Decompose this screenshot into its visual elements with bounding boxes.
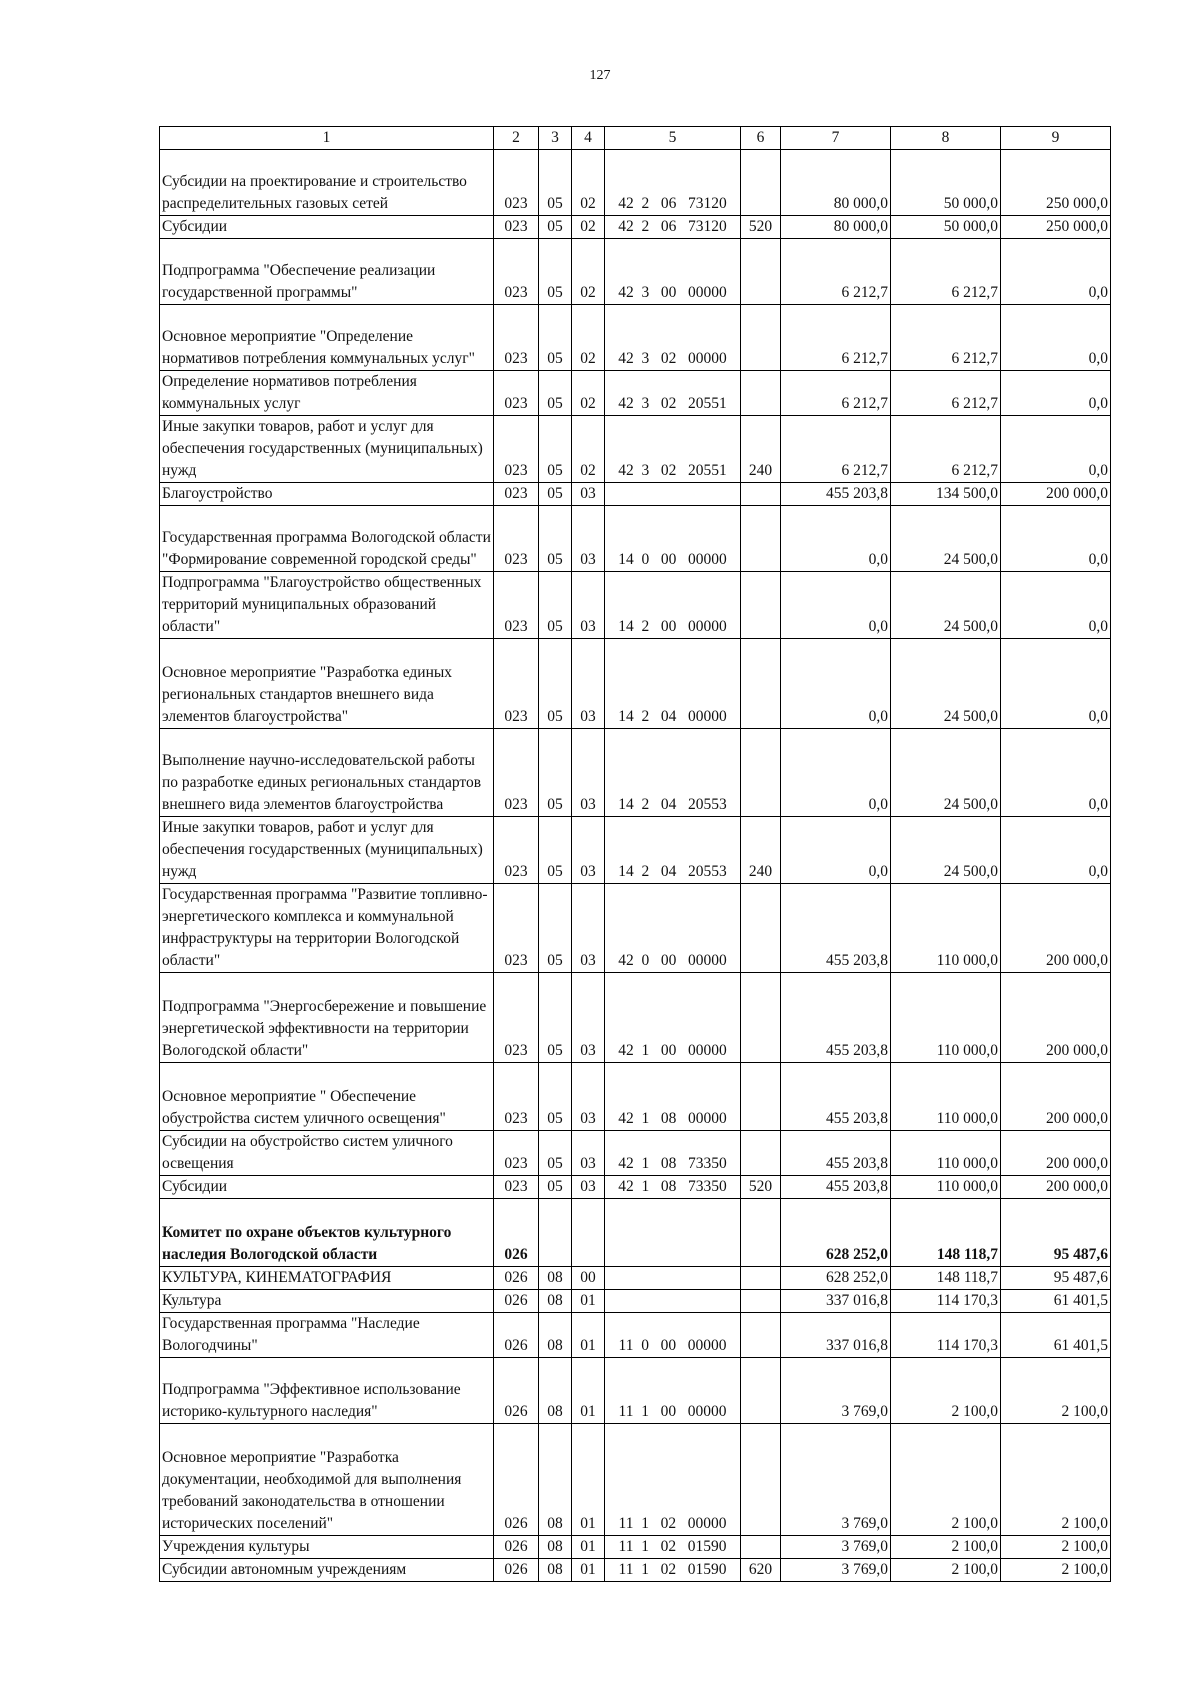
row-section-code: 05 [539, 817, 572, 884]
table-row [160, 639, 1111, 729]
table-row [160, 1267, 1111, 1290]
row-name: КУЛЬТУРА, КИНЕМАТОГРАФИЯ [160, 1267, 494, 1290]
row-section-code: 05 [539, 884, 572, 973]
row-ministry-code: 026 [494, 1559, 539, 1582]
row-subsection-code: 02 [572, 216, 605, 239]
row-expense-type [741, 1358, 781, 1424]
row-expense-type: 520 [741, 1176, 781, 1199]
row-subsection-code: 03 [572, 506, 605, 572]
row-amount-col7: 3 769,0 [781, 1358, 891, 1424]
row-amount-col9: 2 100,0 [1001, 1559, 1111, 1582]
row-target-article: 11 1 02 01590 [605, 1536, 741, 1559]
table-row [160, 1063, 1111, 1131]
row-name: Государственная программа Вологодской области "Формирование современной городской среды" [160, 506, 494, 572]
row-name: Благоустройство [160, 483, 494, 506]
row-expense-type [741, 150, 781, 216]
row-amount-col7: 337 016,8 [781, 1290, 891, 1313]
row-amount-col8: 114 170,3 [891, 1313, 1001, 1358]
row-amount-col9: 0,0 [1001, 371, 1111, 416]
row-name: Государственная программа "Наследие Вологодчины" [160, 1313, 494, 1358]
row-name: Основное мероприятие " Обеспечение обустройства систем уличного освещения" [160, 1063, 494, 1131]
table-row [160, 884, 1111, 973]
row-expense-type [741, 1290, 781, 1313]
row-amount-col9: 95 487,6 [1001, 1199, 1111, 1267]
table-row [160, 1199, 1111, 1267]
row-amount-col7: 6 212,7 [781, 416, 891, 483]
row-ministry-code: 023 [494, 416, 539, 483]
row-amount-col9: 0,0 [1001, 817, 1111, 884]
row-amount-col9: 200 000,0 [1001, 1131, 1111, 1176]
row-expense-type: 620 [741, 1559, 781, 1582]
row-amount-col9: 2 100,0 [1001, 1424, 1111, 1536]
row-name: Подпрограмма "Эффективное использование историко-культурного наследия" [160, 1358, 494, 1424]
row-amount-col9: 200 000,0 [1001, 973, 1111, 1063]
row-subsection-code: 03 [572, 1131, 605, 1176]
table-row [160, 817, 1111, 884]
row-ministry-code: 023 [494, 506, 539, 572]
table-row [160, 1176, 1111, 1199]
row-amount-col7: 455 203,8 [781, 1063, 891, 1131]
row-amount-col8: 110 000,0 [891, 973, 1001, 1063]
row-amount-col9: 0,0 [1001, 416, 1111, 483]
row-subsection-code: 02 [572, 305, 605, 371]
row-amount-col8: 2 100,0 [891, 1358, 1001, 1424]
row-ministry-code: 023 [494, 371, 539, 416]
row-subsection-code: 03 [572, 884, 605, 973]
row-ministry-code: 023 [494, 483, 539, 506]
row-ministry-code: 026 [494, 1199, 539, 1267]
row-amount-col7: 3 769,0 [781, 1424, 891, 1536]
row-amount-col7: 455 203,8 [781, 1176, 891, 1199]
row-target-article: 42 2 06 73120 [605, 150, 741, 216]
row-ministry-code: 023 [494, 817, 539, 884]
row-amount-col7: 455 203,8 [781, 483, 891, 506]
row-amount-col7: 628 252,0 [781, 1199, 891, 1267]
row-subsection-code: 01 [572, 1313, 605, 1358]
row-amount-col9: 2 100,0 [1001, 1536, 1111, 1559]
row-amount-col7: 455 203,8 [781, 884, 891, 973]
row-expense-type [741, 639, 781, 729]
row-ministry-code: 026 [494, 1424, 539, 1536]
row-ministry-code: 023 [494, 1131, 539, 1176]
row-ministry-code: 023 [494, 216, 539, 239]
row-amount-col9: 200 000,0 [1001, 884, 1111, 973]
row-section-code: 05 [539, 150, 572, 216]
row-expense-type [741, 729, 781, 817]
row-section-code: 08 [539, 1424, 572, 1536]
row-amount-col8: 2 100,0 [891, 1559, 1001, 1582]
header-cell-1: 1 [160, 127, 494, 150]
header-cell-3: 3 [539, 127, 572, 150]
header-cell-7: 7 [781, 127, 891, 150]
row-expense-type [741, 1536, 781, 1559]
row-target-article: 42 1 08 00000 [605, 1063, 741, 1131]
row-target-article [605, 483, 741, 506]
row-target-article: 42 3 00 00000 [605, 239, 741, 305]
row-amount-col9: 0,0 [1001, 239, 1111, 305]
row-amount-col7: 0,0 [781, 817, 891, 884]
row-name: Комитет по охране объектов культурного наследия Вологодской области [160, 1199, 494, 1267]
row-section-code: 05 [539, 1176, 572, 1199]
row-name: Государственная программа "Развитие топливно-энергетического комплекса и коммунальной инфраструктуры на территории Вологодской области" [160, 884, 494, 973]
row-subsection-code: 01 [572, 1424, 605, 1536]
row-target-article: 42 1 08 73350 [605, 1176, 741, 1199]
row-name: Субсидии на обустройство систем уличного освещения [160, 1131, 494, 1176]
row-subsection-code: 03 [572, 1176, 605, 1199]
row-expense-type [741, 1424, 781, 1536]
row-amount-col9: 0,0 [1001, 729, 1111, 817]
row-section-code: 05 [539, 305, 572, 371]
row-amount-col9: 250 000,0 [1001, 150, 1111, 216]
row-subsection-code: 03 [572, 1063, 605, 1131]
table-row [160, 416, 1111, 483]
table-row [160, 729, 1111, 817]
row-target-article: 14 2 04 00000 [605, 639, 741, 729]
row-target-article: 14 2 04 20553 [605, 729, 741, 817]
header-cell-9: 9 [1001, 127, 1111, 150]
row-name: Подпрограмма "Обеспечение реализации государственной программы" [160, 239, 494, 305]
row-amount-col7: 628 252,0 [781, 1267, 891, 1290]
row-amount-col8: 110 000,0 [891, 1063, 1001, 1131]
table-row [160, 1358, 1111, 1424]
row-target-article: 14 0 00 00000 [605, 506, 741, 572]
row-section-code: 05 [539, 416, 572, 483]
row-amount-col8: 6 212,7 [891, 305, 1001, 371]
row-amount-col9: 200 000,0 [1001, 1176, 1111, 1199]
row-section-code: 05 [539, 371, 572, 416]
row-target-article: 42 1 00 00000 [605, 973, 741, 1063]
row-subsection-code: 03 [572, 639, 605, 729]
row-subsection-code: 03 [572, 729, 605, 817]
row-target-article: 42 3 02 20551 [605, 371, 741, 416]
row-target-article: 14 2 04 20553 [605, 817, 741, 884]
row-section-code: 05 [539, 729, 572, 817]
header-cell-5: 5 [605, 127, 741, 150]
row-expense-type [741, 572, 781, 639]
row-section-code: 05 [539, 506, 572, 572]
row-target-article: 14 2 00 00000 [605, 572, 741, 639]
row-target-article [605, 1199, 741, 1267]
row-amount-col7: 455 203,8 [781, 1131, 891, 1176]
row-amount-col9: 95 487,6 [1001, 1267, 1111, 1290]
row-expense-type [741, 884, 781, 973]
row-expense-type [741, 483, 781, 506]
row-name: Субсидии [160, 1176, 494, 1199]
row-ministry-code: 026 [494, 1358, 539, 1424]
page-number: 127 [589, 68, 611, 83]
row-name: Определение нормативов потребления коммунальных услуг [160, 371, 494, 416]
row-expense-type [741, 973, 781, 1063]
row-amount-col8: 2 100,0 [891, 1424, 1001, 1536]
row-expense-type [741, 506, 781, 572]
row-amount-col8: 2 100,0 [891, 1536, 1001, 1559]
table-row [160, 239, 1111, 305]
row-amount-col7: 337 016,8 [781, 1313, 891, 1358]
row-section-code: 08 [539, 1536, 572, 1559]
row-amount-col8: 110 000,0 [891, 1176, 1001, 1199]
row-expense-type [741, 1199, 781, 1267]
table-row [160, 506, 1111, 572]
row-expense-type [741, 1063, 781, 1131]
row-amount-col8: 148 118,7 [891, 1199, 1001, 1267]
row-section-code: 08 [539, 1290, 572, 1313]
table-row [160, 305, 1111, 371]
row-amount-col8: 114 170,3 [891, 1290, 1001, 1313]
row-section-code: 08 [539, 1267, 572, 1290]
row-name: Основное мероприятие "Разработка единых региональных стандартов внешнего вида элементов благоустройства" [160, 639, 494, 729]
row-amount-col8: 24 500,0 [891, 572, 1001, 639]
row-section-code: 08 [539, 1313, 572, 1358]
row-ministry-code: 023 [494, 572, 539, 639]
row-ministry-code: 026 [494, 1313, 539, 1358]
table-row [160, 572, 1111, 639]
row-section-code: 05 [539, 973, 572, 1063]
row-name: Иные закупки товаров, работ и услуг для обеспечения государственных (муниципальных) нужд [160, 416, 494, 483]
row-amount-col8: 24 500,0 [891, 817, 1001, 884]
row-name: Основное мероприятие "Разработка документации, необходимой для выполнения требований законодательства в отношении исторических поселений" [160, 1424, 494, 1536]
row-name: Культура [160, 1290, 494, 1313]
row-target-article: 42 1 08 73350 [605, 1131, 741, 1176]
row-amount-col9: 0,0 [1001, 506, 1111, 572]
row-amount-col7: 80 000,0 [781, 150, 891, 216]
row-target-article: 42 3 02 20551 [605, 416, 741, 483]
row-name: Основное мероприятие "Определение нормативов потребления коммунальных услуг" [160, 305, 494, 371]
row-amount-col8: 110 000,0 [891, 1131, 1001, 1176]
row-subsection-code: 03 [572, 483, 605, 506]
row-target-article: 11 0 00 00000 [605, 1313, 741, 1358]
row-amount-col9: 200 000,0 [1001, 1063, 1111, 1131]
row-target-article: 42 2 06 73120 [605, 216, 741, 239]
row-subsection-code: 02 [572, 371, 605, 416]
row-target-article [605, 1290, 741, 1313]
row-target-article: 11 1 00 00000 [605, 1358, 741, 1424]
row-section-code: 05 [539, 572, 572, 639]
row-ministry-code: 023 [494, 884, 539, 973]
row-name: Подпрограмма "Энергосбережение и повышение энергетической эффективности на территории Вологодской области" [160, 973, 494, 1063]
row-amount-col8: 6 212,7 [891, 371, 1001, 416]
table-row [160, 1559, 1111, 1582]
row-ministry-code: 023 [494, 239, 539, 305]
row-amount-col7: 3 769,0 [781, 1559, 891, 1582]
row-section-code: 08 [539, 1358, 572, 1424]
table-row [160, 1536, 1111, 1559]
row-name: Субсидии на проектирование и строительство распределительных газовых сетей [160, 150, 494, 216]
row-amount-col8: 148 118,7 [891, 1267, 1001, 1290]
row-target-article: 42 0 00 00000 [605, 884, 741, 973]
row-subsection-code: 01 [572, 1559, 605, 1582]
row-section-code [539, 1199, 572, 1267]
row-subsection-code: 03 [572, 973, 605, 1063]
row-amount-col8: 50 000,0 [891, 150, 1001, 216]
row-amount-col8: 24 500,0 [891, 506, 1001, 572]
row-amount-col9: 61 401,5 [1001, 1290, 1111, 1313]
row-name: Иные закупки товаров, работ и услуг для обеспечения государственных (муниципальных) нужд [160, 817, 494, 884]
row-subsection-code: 03 [572, 817, 605, 884]
row-subsection-code: 01 [572, 1358, 605, 1424]
row-amount-col7: 0,0 [781, 729, 891, 817]
row-amount-col7: 0,0 [781, 639, 891, 729]
row-ministry-code: 023 [494, 729, 539, 817]
row-amount-col9: 250 000,0 [1001, 216, 1111, 239]
row-amount-col9: 61 401,5 [1001, 1313, 1111, 1358]
row-expense-type: 240 [741, 416, 781, 483]
row-expense-type [741, 239, 781, 305]
table-row [160, 150, 1111, 216]
row-name: Субсидии [160, 216, 494, 239]
row-subsection-code: 00 [572, 1267, 605, 1290]
row-expense-type [741, 1267, 781, 1290]
table-row [160, 483, 1111, 506]
header-cell-2: 2 [494, 127, 539, 150]
row-ministry-code: 023 [494, 1063, 539, 1131]
row-ministry-code: 023 [494, 150, 539, 216]
table-row [160, 1290, 1111, 1313]
header-cell-8: 8 [891, 127, 1001, 150]
row-subsection-code: 03 [572, 572, 605, 639]
header-cell-6: 6 [741, 127, 781, 150]
row-amount-col7: 0,0 [781, 572, 891, 639]
row-section-code: 08 [539, 1559, 572, 1582]
budget-table [159, 126, 1111, 1582]
row-ministry-code: 023 [494, 1176, 539, 1199]
row-amount-col8: 110 000,0 [891, 884, 1001, 973]
row-subsection-code: 01 [572, 1290, 605, 1313]
table-row [160, 1313, 1111, 1358]
row-amount-col9: 0,0 [1001, 639, 1111, 729]
row-amount-col7: 6 212,7 [781, 239, 891, 305]
row-section-code: 05 [539, 239, 572, 305]
row-section-code: 05 [539, 1131, 572, 1176]
row-amount-col7: 0,0 [781, 506, 891, 572]
row-amount-col9: 2 100,0 [1001, 1358, 1111, 1424]
row-amount-col7: 80 000,0 [781, 216, 891, 239]
row-ministry-code: 026 [494, 1290, 539, 1313]
row-subsection-code: 02 [572, 150, 605, 216]
row-expense-type [741, 1313, 781, 1358]
row-ministry-code: 026 [494, 1536, 539, 1559]
table-row [160, 371, 1111, 416]
table-row [160, 1131, 1111, 1176]
row-subsection-code: 02 [572, 239, 605, 305]
row-expense-type: 520 [741, 216, 781, 239]
row-ministry-code: 023 [494, 973, 539, 1063]
row-target-article: 11 1 02 00000 [605, 1424, 741, 1536]
row-expense-type: 240 [741, 817, 781, 884]
row-expense-type [741, 305, 781, 371]
row-amount-col9: 200 000,0 [1001, 483, 1111, 506]
row-amount-col9: 0,0 [1001, 305, 1111, 371]
row-ministry-code: 026 [494, 1267, 539, 1290]
row-name: Учреждения культуры [160, 1536, 494, 1559]
row-name: Выполнение научно-исследовательской работы по разработке единых региональных стандартов внешнего вида элементов благоустройства [160, 729, 494, 817]
row-section-code: 05 [539, 216, 572, 239]
row-amount-col7: 3 769,0 [781, 1536, 891, 1559]
row-amount-col8: 6 212,7 [891, 239, 1001, 305]
row-section-code: 05 [539, 1063, 572, 1131]
table-header-row [160, 127, 1111, 150]
table-row [160, 973, 1111, 1063]
row-ministry-code: 023 [494, 639, 539, 729]
row-section-code: 05 [539, 483, 572, 506]
row-amount-col8: 6 212,7 [891, 416, 1001, 483]
row-amount-col7: 6 212,7 [781, 305, 891, 371]
row-section-code: 05 [539, 639, 572, 729]
row-name: Субсидии автономным учреждениям [160, 1559, 494, 1582]
row-ministry-code: 023 [494, 305, 539, 371]
row-subsection-code: 02 [572, 416, 605, 483]
row-expense-type [741, 371, 781, 416]
row-amount-col9: 0,0 [1001, 572, 1111, 639]
row-target-article [605, 1267, 741, 1290]
row-amount-col8: 24 500,0 [891, 639, 1001, 729]
table-row [160, 1424, 1111, 1536]
row-subsection-code [572, 1199, 605, 1267]
row-name: Подпрограмма "Благоустройство общественных территорий муниципальных образований области" [160, 572, 494, 639]
row-amount-col8: 134 500,0 [891, 483, 1001, 506]
row-amount-col8: 50 000,0 [891, 216, 1001, 239]
row-amount-col7: 6 212,7 [781, 371, 891, 416]
row-amount-col8: 24 500,0 [891, 729, 1001, 817]
row-subsection-code: 01 [572, 1536, 605, 1559]
header-cell-4: 4 [572, 127, 605, 150]
row-target-article: 42 3 02 00000 [605, 305, 741, 371]
table-row [160, 216, 1111, 239]
row-target-article: 11 1 02 01590 [605, 1559, 741, 1582]
row-amount-col7: 455 203,8 [781, 973, 891, 1063]
row-expense-type [741, 1131, 781, 1176]
